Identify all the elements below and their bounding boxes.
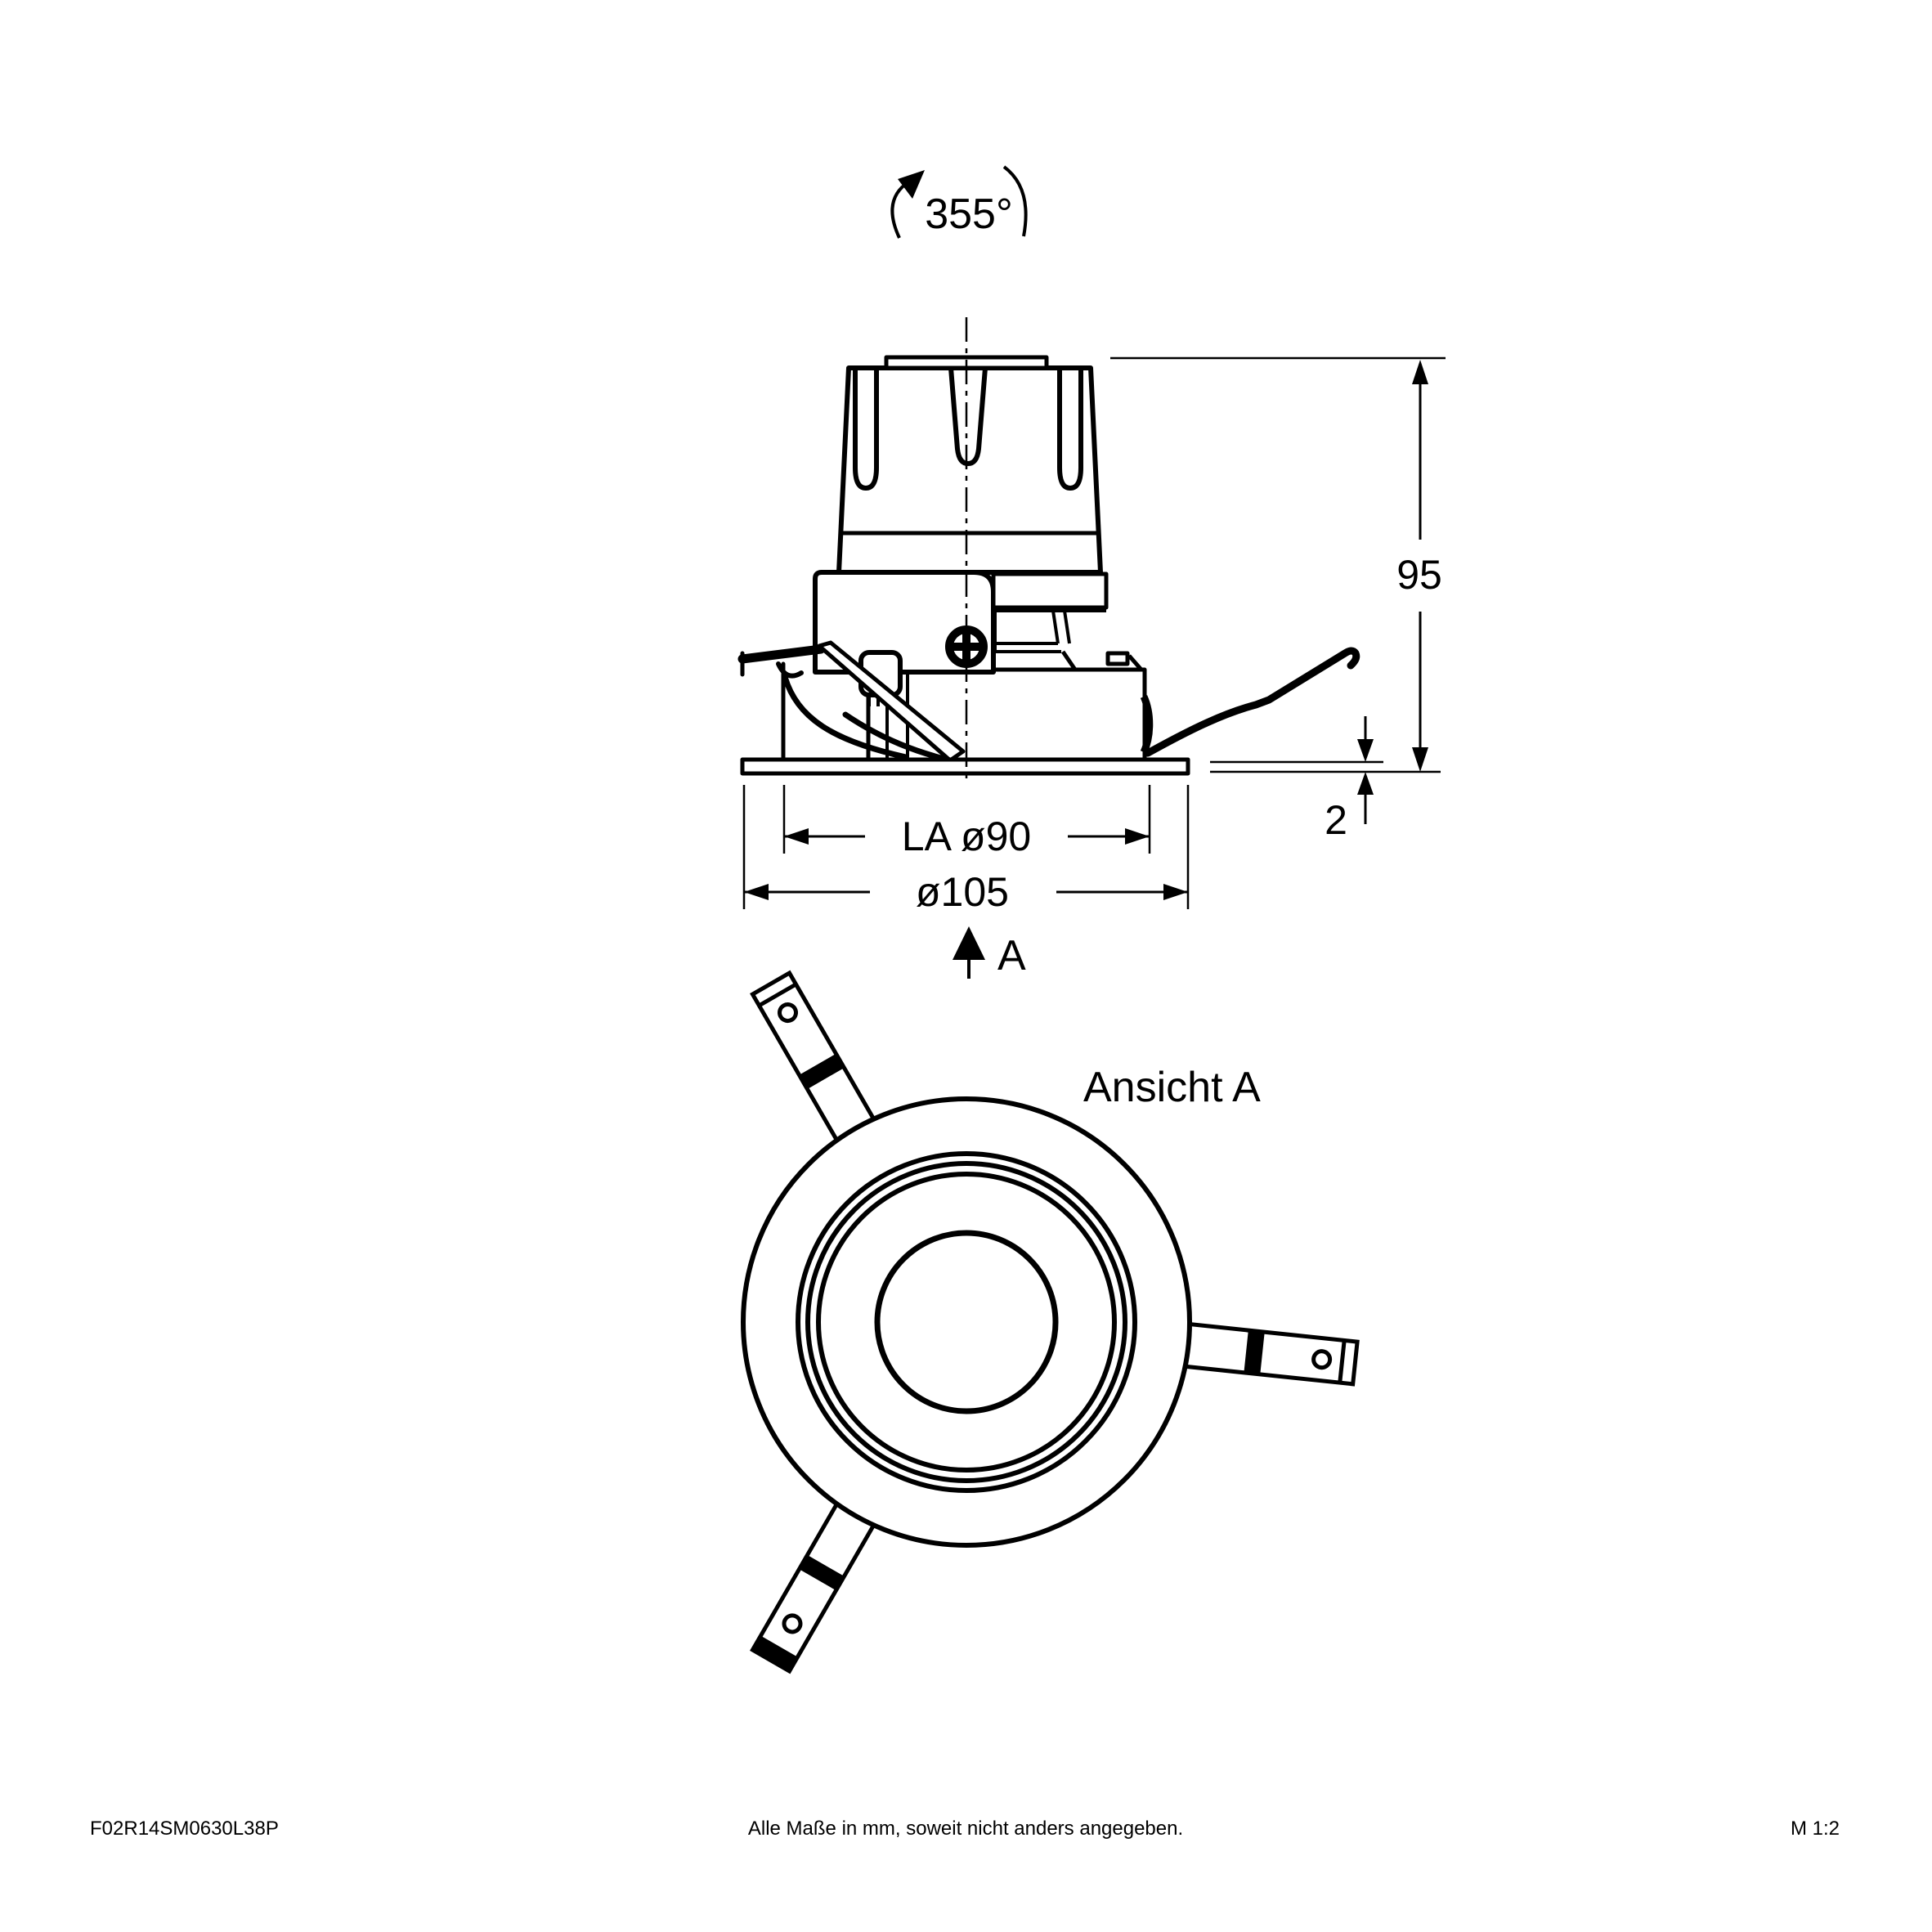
dim-2 — [1210, 716, 1383, 843]
dim-la90-label: LA ø90 — [901, 814, 1032, 859]
footer-scale: M 1:2 — [1790, 1818, 1840, 1840]
dim-la90 — [784, 785, 1150, 859]
title-block — [90, 1818, 1840, 1840]
clamp-hardware — [1108, 653, 1141, 669]
view-direction-marker — [953, 926, 1026, 979]
flange — [742, 760, 1188, 773]
bottom-view-title: Ansicht A — [1083, 1064, 1261, 1111]
arrow-up-icon — [1412, 360, 1428, 384]
arrow-left-icon — [744, 884, 769, 900]
dim-95-label: 95 — [1396, 552, 1442, 598]
arrow-down-icon — [1412, 747, 1428, 772]
luminaire-bottom-view — [743, 973, 1357, 1672]
mounting-arm-right — [1168, 1322, 1357, 1384]
view-arrow-icon — [953, 926, 985, 960]
rotation-symbol — [892, 167, 1025, 238]
terminal-mount — [993, 574, 1106, 670]
heatsink-cap — [839, 357, 1100, 572]
arrow-left-icon — [784, 828, 809, 845]
footer-article-code: F02R14SM0630L38P — [90, 1818, 279, 1840]
view-arrow-label: A — [997, 932, 1026, 979]
arrow-down-icon — [1357, 739, 1374, 762]
arrow-right-icon — [1163, 884, 1188, 900]
arrow-right-icon — [1125, 828, 1150, 845]
arm-hole — [1313, 1351, 1331, 1369]
dim-95 — [1110, 358, 1446, 772]
luminaire-side-view — [742, 317, 1356, 783]
dim-2-label: 2 — [1325, 797, 1347, 843]
rotation-arrowhead-icon — [898, 170, 925, 199]
rotation-angle-label: 355° — [925, 191, 1013, 238]
dim-105-label: ø105 — [916, 869, 1009, 915]
arrow-up-icon — [1357, 772, 1374, 795]
footer-note: Alle Maße in mm, soweit nicht anders angegeben. — [747, 1818, 1184, 1840]
retention-wire — [1148, 651, 1356, 753]
